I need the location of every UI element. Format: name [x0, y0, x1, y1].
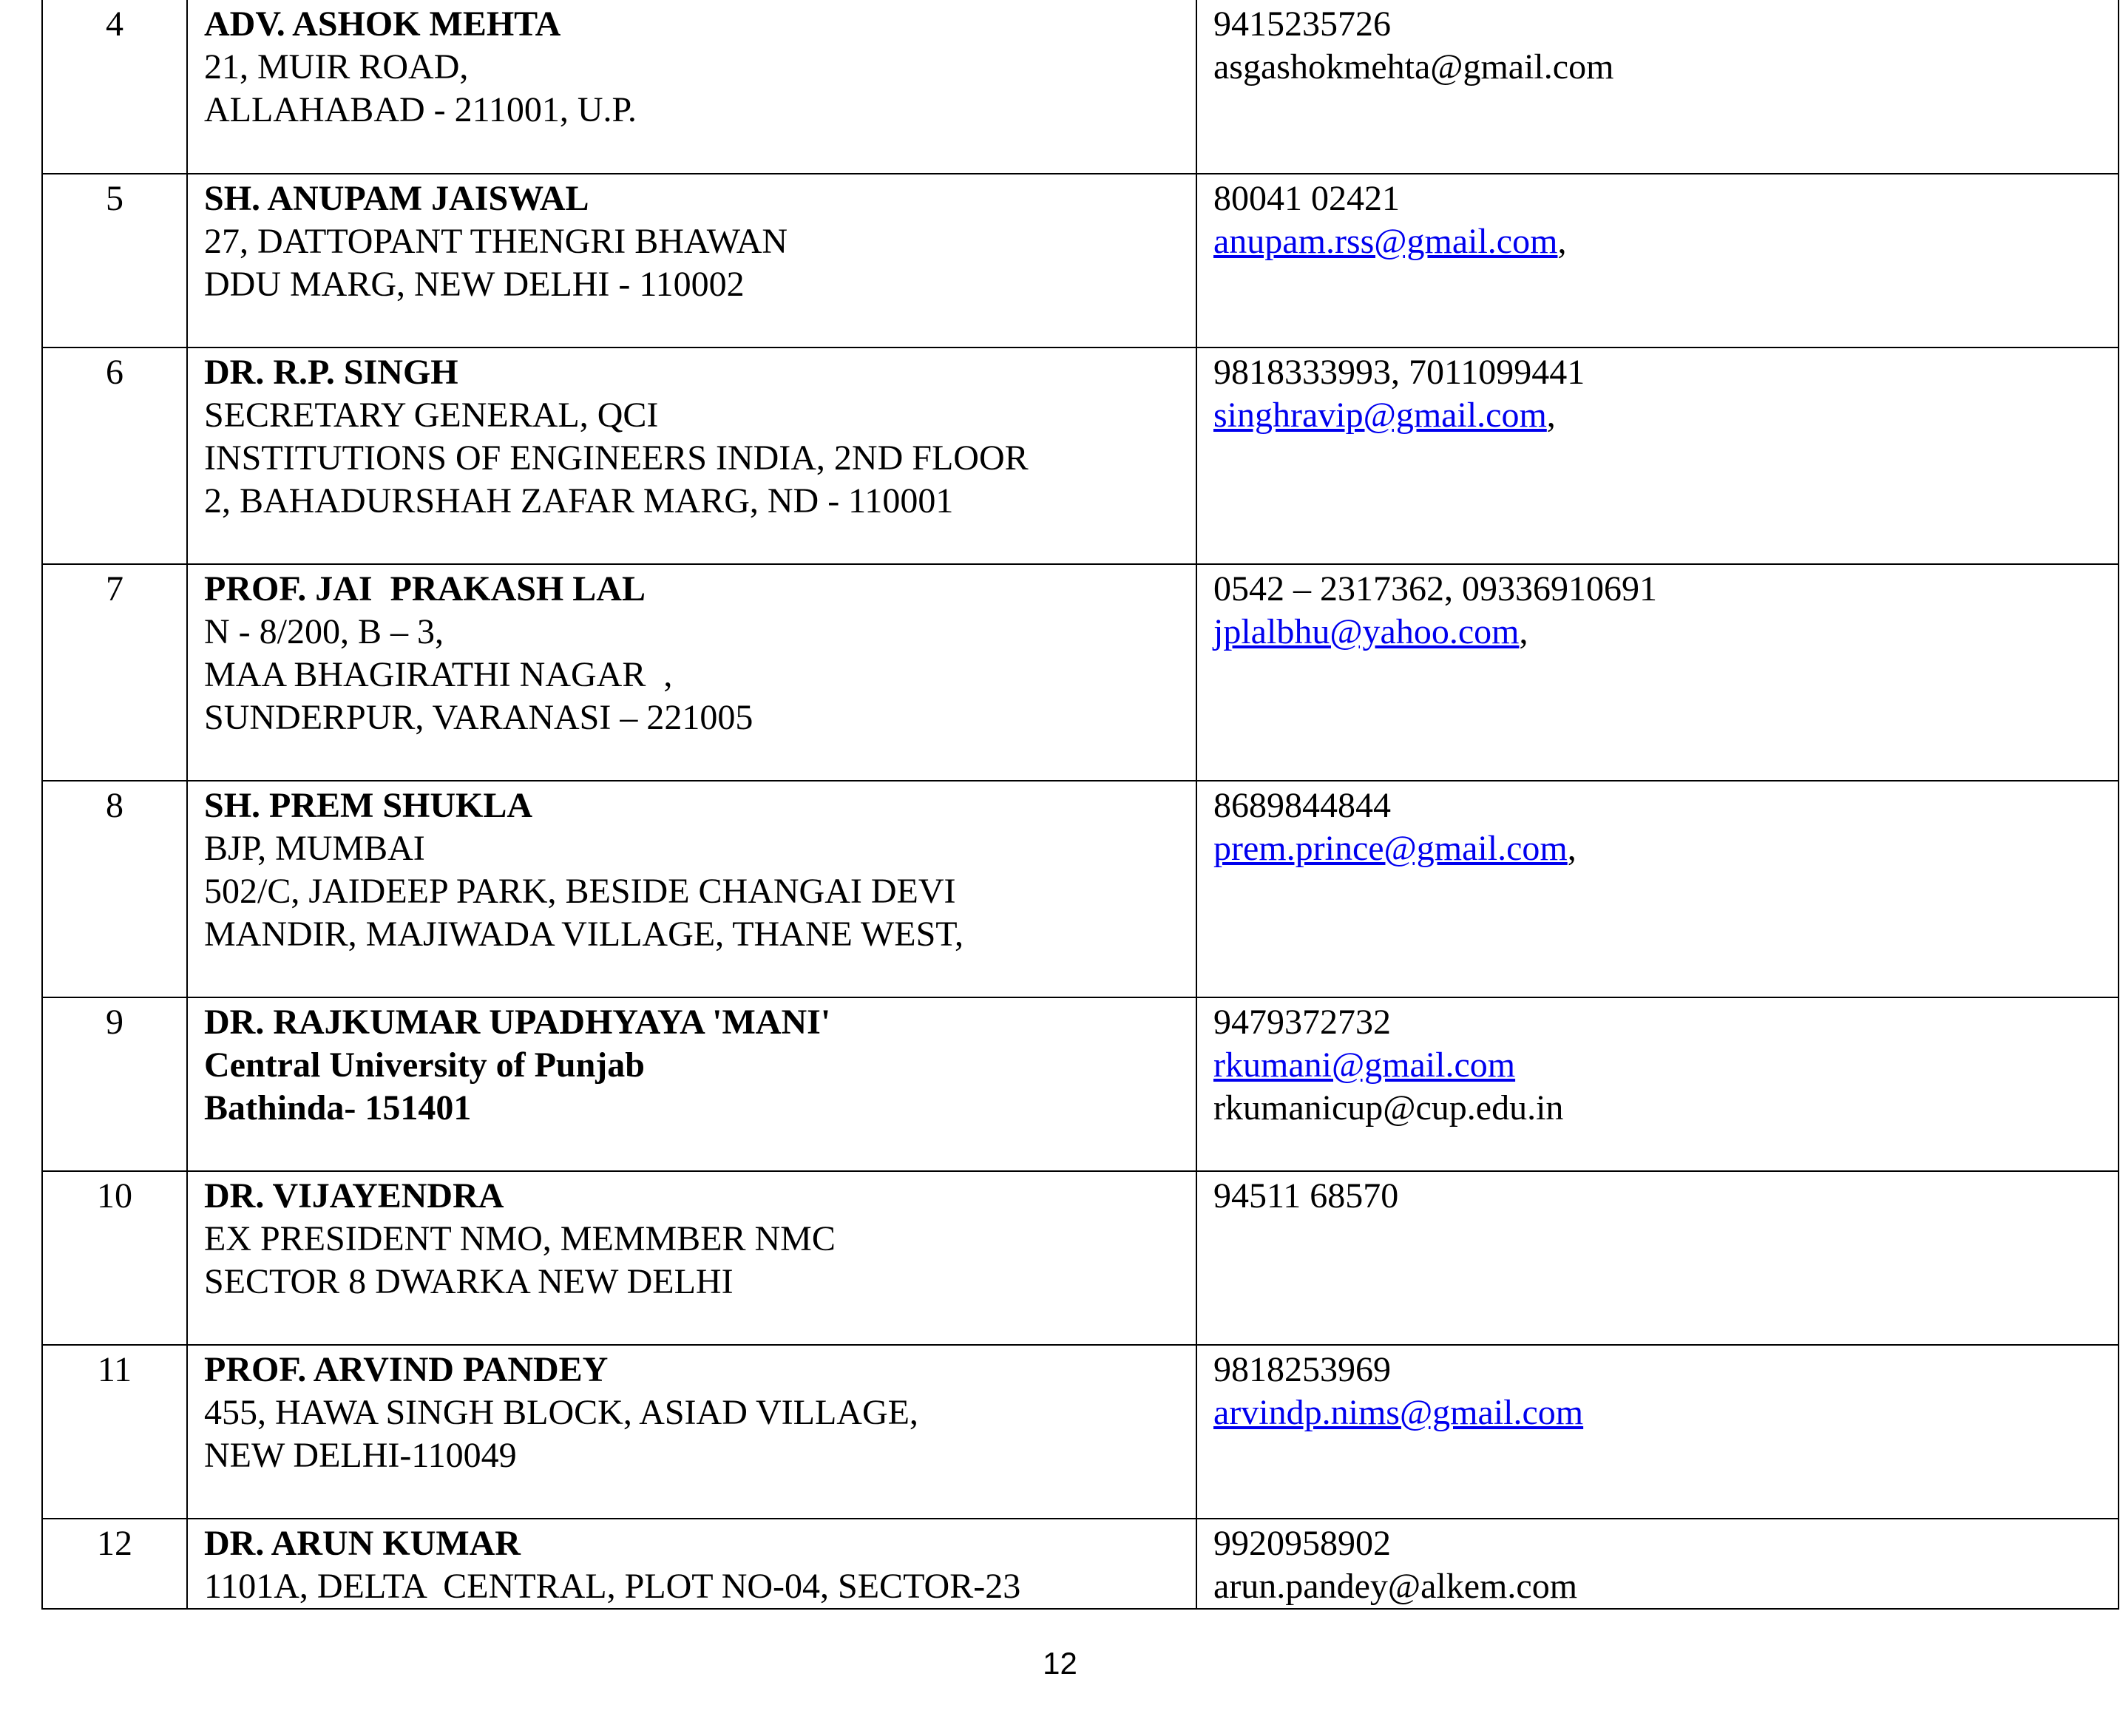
email-line	[1213, 220, 2102, 263]
address-line: EX PRESIDENT NMO, MEMMBER NMC	[204, 1219, 836, 1258]
name-address-cell	[187, 1519, 1196, 1609]
table-row	[42, 781, 2119, 997]
email-suffix: ,	[1546, 396, 1556, 435]
email-suffix: ,	[1557, 222, 1567, 261]
table-row	[42, 1171, 2119, 1345]
person-name: PROF. JAI PRAKASH LAL	[204, 569, 646, 608]
phone-number: 9818333993, 7011099441	[1213, 353, 1585, 392]
serial-number: 7	[42, 564, 187, 781]
contact-cell	[1196, 0, 2119, 174]
table-row	[42, 564, 2119, 781]
serial-number: 9	[42, 997, 187, 1171]
name-address-cell	[187, 781, 1196, 997]
address-line: 2, BAHADURSHAH ZAFAR MARG, ND - 110001	[204, 481, 954, 521]
address-line: MAA BHAGIRATHI NAGAR ,	[204, 655, 673, 694]
name-address-cell	[187, 1345, 1196, 1519]
contact-cell	[1196, 1171, 2119, 1345]
address-line: 1101A, DELTA CENTRAL, PLOT NO-04, SECTOR-23	[204, 1567, 1021, 1606]
address-line: Central University of Punjab	[204, 1045, 645, 1085]
phone-number: 9479372732	[1213, 1003, 1391, 1042]
person-name: DR. ARUN KUMAR	[204, 1524, 521, 1563]
name-address-cell	[187, 347, 1196, 564]
contact-directory-table	[41, 0, 2119, 1610]
person-name: PROF. ARVIND PANDEY	[204, 1350, 609, 1389]
address-line: 502/C, JAIDEEP PARK, BESIDE CHANGAI DEVI	[204, 872, 956, 911]
table-row	[42, 1519, 2119, 1609]
email-line	[1213, 611, 2102, 654]
address-line: 455, HAWA SINGH BLOCK, ASIAD VILLAGE,	[204, 1393, 918, 1432]
address-line: SUNDERPUR, VARANASI – 221005	[204, 698, 753, 737]
phone-number: 9415235726	[1213, 4, 1391, 44]
name-address-cell	[187, 564, 1196, 781]
person-name: DR. VIJAYENDRA	[204, 1176, 504, 1215]
email-line	[1213, 1391, 2102, 1434]
email-text: asgashokmehta@gmail.com	[1213, 47, 1614, 87]
phone-number: 80041 02421	[1213, 179, 1400, 218]
email-link[interactable]: anupam.rss@gmail.com	[1213, 222, 1558, 261]
name-address-cell	[187, 1171, 1196, 1345]
person-name: SH. PREM SHUKLA	[204, 786, 533, 825]
address-line: INSTITUTIONS OF ENGINEERS INDIA, 2ND FLOOR	[204, 438, 1029, 478]
address-line: SECRETARY GENERAL, QCI	[204, 396, 659, 435]
email-suffix: ,	[1519, 612, 1528, 651]
serial-number: 8	[42, 781, 187, 997]
serial-number: 10	[42, 1171, 187, 1345]
email-text: arun.pandey@alkem.com	[1213, 1567, 1578, 1606]
address-line: SECTOR 8 DWARKA NEW DELHI	[204, 1262, 734, 1301]
email-suffix: ,	[1567, 829, 1577, 868]
table-row	[42, 347, 2119, 564]
address-line: MANDIR, MAJIWADA VILLAGE, THANE WEST,	[204, 915, 964, 954]
address-line: BJP, MUMBAI	[204, 829, 425, 868]
contact-cell	[1196, 781, 2119, 997]
page-number: 12	[1043, 1646, 1077, 1681]
phone-number: 0542 – 2317362, 09336910691	[1213, 569, 1657, 608]
name-address-cell	[187, 997, 1196, 1171]
table-row	[42, 1345, 2119, 1519]
name-address-cell	[187, 174, 1196, 347]
table-row	[42, 174, 2119, 347]
serial-number: 4	[42, 0, 187, 174]
email-line	[1213, 394, 2102, 437]
phone-number: 9818253969	[1213, 1350, 1391, 1389]
address-line: Bathinda- 151401	[204, 1088, 472, 1128]
email-link[interactable]: prem.prince@gmail.com	[1213, 829, 1568, 868]
contact-cell	[1196, 997, 2119, 1171]
address-line: DDU MARG, NEW DELHI - 110002	[204, 265, 745, 304]
email-link[interactable]: arvindp.nims@gmail.com	[1213, 1393, 1584, 1432]
email-text: rkumanicup@cup.edu.in	[1213, 1088, 1564, 1128]
serial-number: 11	[42, 1345, 187, 1519]
contact-cell	[1196, 1519, 2119, 1609]
serial-number: 5	[42, 174, 187, 347]
address-line: ALLAHABAD - 211001, U.P.	[204, 90, 637, 129]
serial-number: 12	[42, 1519, 187, 1609]
person-name: DR. R.P. SINGH	[204, 353, 458, 392]
phone-number: 9920958902	[1213, 1524, 1391, 1563]
email-line	[1213, 1044, 2102, 1087]
address-line: 27, DATTOPANT THENGRI BHAWAN	[204, 222, 788, 261]
person-name: SH. ANUPAM JAISWAL	[204, 179, 589, 218]
email-link[interactable]: jplalbhu@yahoo.com	[1213, 612, 1520, 651]
contact-cell	[1196, 1345, 2119, 1519]
name-address-cell	[187, 0, 1196, 174]
contact-cell	[1196, 347, 2119, 564]
table-row	[42, 997, 2119, 1171]
contact-cell	[1196, 174, 2119, 347]
address-line: 21, MUIR ROAD,	[204, 47, 469, 87]
person-name: ADV. ASHOK MEHTA	[204, 4, 561, 44]
phone-number: 94511 68570	[1213, 1176, 1399, 1215]
phone-number: 8689844844	[1213, 786, 1391, 825]
table-row	[42, 0, 2119, 174]
email-line	[1213, 827, 2102, 870]
serial-number: 6	[42, 347, 187, 564]
address-line: N - 8/200, B – 3,	[204, 612, 444, 651]
address-line: NEW DELHI-110049	[204, 1436, 517, 1475]
person-name: DR. RAJKUMAR UPADHYAYA 'MANI'	[204, 1003, 831, 1042]
email-link[interactable]: rkumani@gmail.com	[1213, 1045, 1516, 1085]
contact-cell	[1196, 564, 2119, 781]
email-link[interactable]: singhravip@gmail.com	[1213, 396, 1547, 435]
